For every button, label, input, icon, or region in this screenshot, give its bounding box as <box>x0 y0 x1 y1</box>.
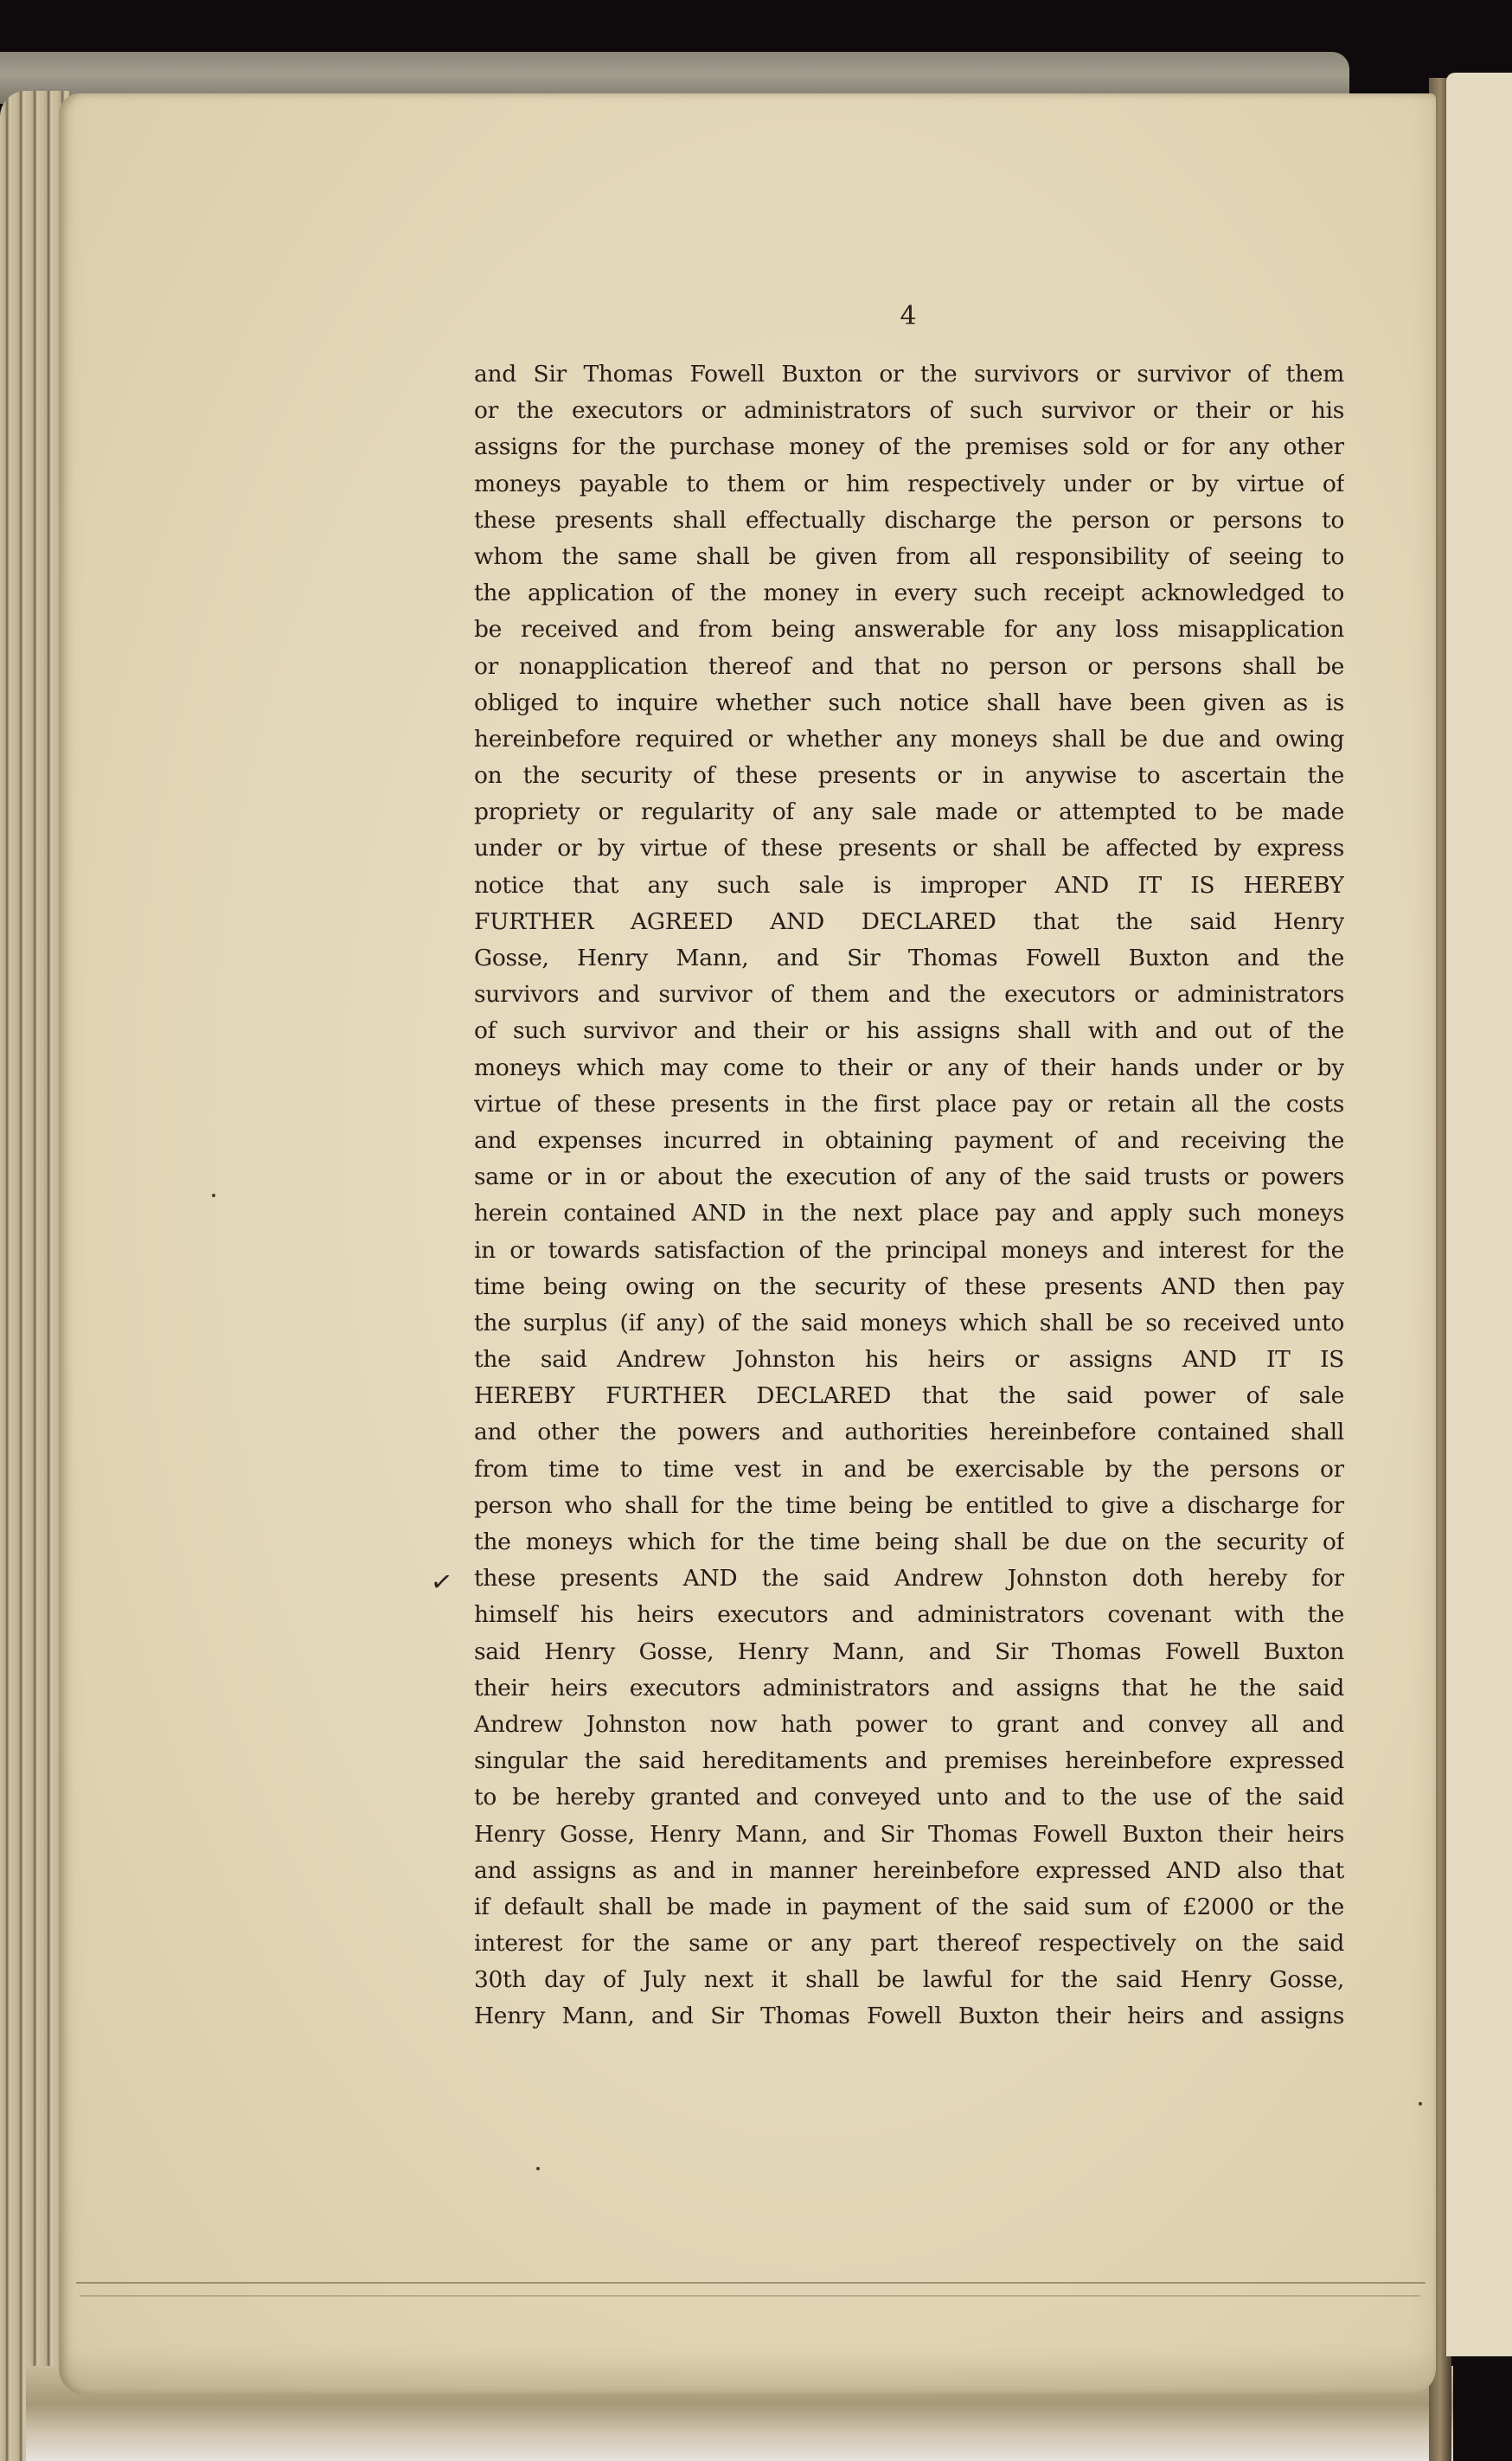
text-line: same or in or about the execution of any of the said trusts or powers <box>474 1163 1344 1191</box>
text-line: and assigns as and in manner hereinbefore expressed AND also that <box>474 1856 1344 1884</box>
paper-speck <box>212 1194 215 1197</box>
text-line: to be hereby granted and conveyed unto and to the use of the said <box>474 1784 1344 1811</box>
text-line: time being owing on the security of these presents AND then pay <box>474 1272 1344 1300</box>
text-line: FURTHER AGREED AND DECLARED that the said Henry <box>474 907 1344 935</box>
paper-speck <box>536 2167 540 2170</box>
text-line: whom the same shall be given from all responsibility of seeing to <box>474 542 1344 570</box>
text-line: these presents AND the said Andrew Johnston doth hereby for <box>474 1565 1344 1593</box>
text-line: or nonapplication thereof and that no person or persons shall be <box>474 652 1344 680</box>
text-line: moneys payable to them or him respectively under or by virtue of <box>474 470 1344 497</box>
text-line: be received and from being answerable for any loss misapplication <box>474 616 1344 644</box>
text-line: notice that any such sale is improper AND IT IS HEREBY <box>474 871 1344 899</box>
page-number: 4 <box>900 301 917 331</box>
text-line: Henry Mann, and Sir Thomas Fowell Buxton their heirs and assigns <box>474 2003 1344 2030</box>
text-line: virtue of these presents in the first place pay or retain all the costs <box>474 1090 1344 1118</box>
text-line: survivors and survivor of them and the executors or administrators <box>474 981 1344 1009</box>
facing-page-edge <box>1446 73 1512 2356</box>
text-line: Gosse, Henry Mann, and Sir Thomas Fowell Buxton and the <box>474 945 1344 971</box>
text-line: or the executors or administrators of such survivor or their or his <box>474 397 1344 425</box>
text-line: propriety or regularity of any sale made or attempted to be made <box>474 798 1344 826</box>
check-mark-icon: ✓ <box>428 1566 455 1599</box>
text-line: and other the powers and authorities hereinbefore contained shall <box>474 1419 1344 1446</box>
text-line: these presents shall effectually discharge the person or persons to <box>474 506 1344 534</box>
body-text <box>474 356 1344 2035</box>
text-line: Andrew Johnston now hath power to grant and convey all and <box>474 1710 1344 1738</box>
page-fold-line <box>80 2295 1420 2297</box>
text-line: their heirs executors administrators and assigns that he the said <box>474 1674 1344 1702</box>
text-line: of such survivor and their or his assigns shall with and out of the <box>474 1017 1344 1045</box>
text-line: 30th day of July next it shall be lawful for the said Henry Gosse, <box>474 1966 1344 1994</box>
text-line: the application of the money in every such receipt acknowledged to <box>474 580 1344 607</box>
text-line: person who shall for the time being be entitled to give a discharge for <box>474 1491 1344 1519</box>
text-line: on the security of these presents or in anywise to ascertain the <box>474 762 1344 790</box>
text-line: herein contained AND in the next place pay and apply such moneys <box>474 1200 1344 1227</box>
text-line: the surplus (if any) of the said moneys which shall be so received unto <box>474 1309 1344 1336</box>
text-line: the moneys which for the time being shall be due on the security of <box>474 1529 1344 1555</box>
text-line: the said Andrew Johnston his heirs or assigns AND IT IS <box>474 1346 1344 1374</box>
text-line: himself his heirs executors and administrators covenant with the <box>474 1601 1344 1629</box>
text-line: and Sir Thomas Fowell Buxton or the survivors or survivor of them <box>474 361 1344 388</box>
text-line: Henry Gosse, Henry Mann, and Sir Thomas Fowell Buxton their heirs <box>474 1820 1344 1848</box>
text-line: moneys which may come to their or any of their hands under or by <box>474 1054 1344 1081</box>
text-line: said Henry Gosse, Henry Mann, and Sir Thomas Fowell Buxton <box>474 1637 1344 1665</box>
text-line: interest for the same or any part thereof respectively on the said <box>474 1930 1344 1958</box>
text-line: under or by virtue of these presents or shall be affected by express <box>474 835 1344 862</box>
text-line: and expenses incurred in obtaining payment of and receiving the <box>474 1126 1344 1154</box>
text-line: if default shall be made in payment of the said sum of £2000 or the <box>474 1893 1344 1920</box>
text-line: from time to time vest in and be exercisable by the persons or <box>474 1455 1344 1483</box>
text-line: hereinbefore required or whether any moneys shall be due and owing <box>474 725 1344 753</box>
text-line: HEREBY FURTHER DECLARED that the said power of sale <box>474 1382 1344 1410</box>
text-line: obliged to inquire whether such notice shall have been given as is <box>474 689 1344 716</box>
text-line: in or towards satisfaction of the principal moneys and interest for the <box>474 1236 1344 1264</box>
paper-speck <box>1419 2102 1422 2105</box>
text-line: assigns for the purchase money of the premises sold or for any other <box>474 433 1344 461</box>
page-fold-line <box>76 2282 1426 2284</box>
text-line: singular the said hereditaments and premises hereinbefore expressed <box>474 1747 1344 1775</box>
